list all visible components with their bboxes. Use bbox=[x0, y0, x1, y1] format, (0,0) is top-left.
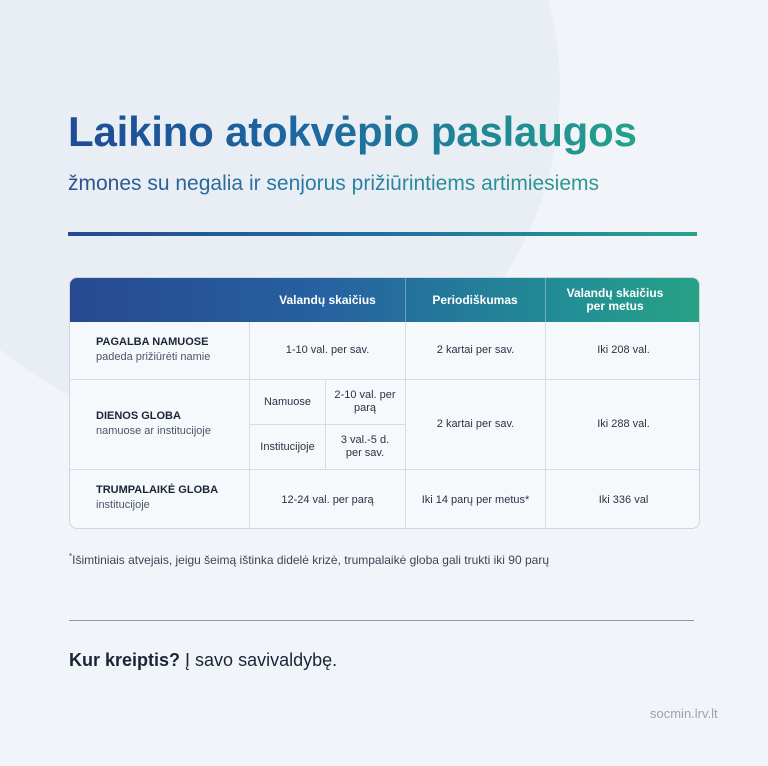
services-table bbox=[69, 277, 700, 529]
page-subtitle: žmones su negalia ir senjorus prižiūrintiems artimiesiems bbox=[68, 172, 600, 195]
row-title: DIENOS GLOBA bbox=[96, 410, 181, 422]
cell-hours: 12-24 val. per parą bbox=[281, 493, 374, 506]
row-description: namuose ar institucijoje bbox=[96, 425, 211, 437]
page-title: Laikino atokvėpio paslaugos bbox=[68, 108, 637, 155]
row-title: TRUMPALAIKĖ GLOBA bbox=[96, 484, 219, 496]
cell-hours: 3 val.-5 d. per sav. bbox=[340, 434, 390, 459]
row-description: institucijoje bbox=[96, 499, 150, 511]
bottom-divider bbox=[69, 620, 694, 621]
row-title: PAGALBA NAMUOSE bbox=[96, 336, 209, 348]
contact-question: Kur kreiptis? bbox=[69, 650, 181, 670]
sub-column-divider bbox=[325, 380, 326, 470]
row-header-home-care bbox=[96, 336, 210, 363]
column-header-periodicity: Periodiškumas bbox=[432, 292, 518, 307]
cell-periodicity: Iki 14 parų per metus* bbox=[421, 493, 530, 506]
row-header-day-care bbox=[96, 410, 211, 437]
cell-periodicity: 2 kartai per sav. bbox=[436, 344, 515, 356]
column-header-yearly-hours: Valandų skaičius per metus bbox=[566, 286, 664, 313]
row-header-short-term-care bbox=[96, 484, 218, 511]
column-header-hours: Valandų skaičius bbox=[279, 292, 376, 307]
cell-hours: 1-10 val. per sav. bbox=[285, 344, 370, 356]
footnote-text: Išimtiniais atvejais, jeigu šeimą ištinka didelė krizė, trumpalaikė globa gali trukti iki 90 parų bbox=[72, 553, 550, 567]
footnote-mark: * bbox=[69, 552, 73, 561]
cell-yearly-hours: Iki 288 val. bbox=[597, 418, 650, 430]
site-url: socmin.lrv.lt bbox=[650, 706, 718, 721]
header-separator bbox=[545, 278, 546, 322]
footnote bbox=[69, 553, 549, 567]
contact-answer: Į savo savivaldybę. bbox=[185, 650, 338, 670]
title-divider bbox=[68, 232, 697, 236]
table-header bbox=[70, 278, 699, 322]
cell-place: Institucijoje bbox=[260, 440, 315, 453]
cell-yearly-hours: Iki 208 val. bbox=[597, 344, 650, 356]
cell-yearly-hours: Iki 336 val bbox=[598, 493, 649, 506]
contact-line bbox=[69, 650, 337, 671]
cell-hours: 2-10 val. per parą bbox=[334, 389, 396, 414]
cell-place: Namuose bbox=[263, 395, 312, 408]
row-description: padeda prižiūrėti namie bbox=[96, 351, 211, 363]
cell-periodicity: 2 kartai per sav. bbox=[436, 418, 515, 430]
